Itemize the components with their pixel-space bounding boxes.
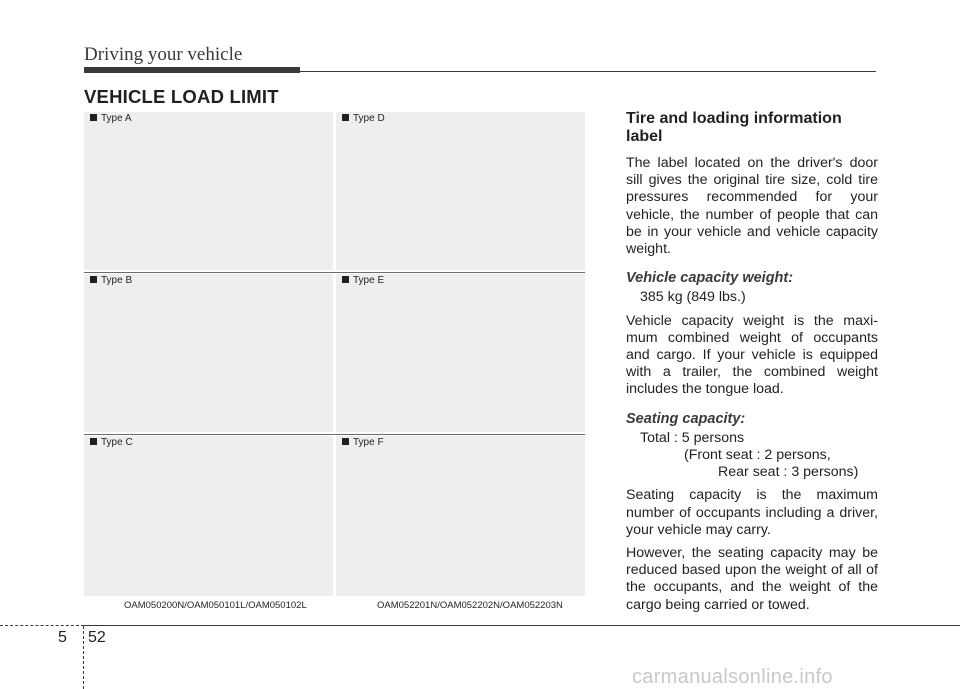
seating-paragraph: Seating capacity is the maximum number of occupants including a driver, your vehicle may carry. <box>626 487 878 538</box>
page-number: 52 <box>88 629 106 646</box>
bullet-square-icon <box>342 276 349 283</box>
image-panel-type-d <box>336 112 585 270</box>
image-panel-type-b <box>84 274 333 432</box>
seating-front: (Front seat : 2 persons, <box>684 447 831 464</box>
panel-label: Type B <box>101 275 133 286</box>
seating-capacity-heading: Seating capacity: <box>626 410 746 427</box>
header-bar <box>84 67 300 73</box>
seating-rear: Rear seat : 3 persons) <box>718 464 859 481</box>
image-panel-type-f <box>336 436 585 596</box>
chapter-number: 5 <box>58 629 67 646</box>
panel-label: Type D <box>353 113 385 124</box>
image-code-left: OAM050200N/OAM050101L/OAM050102L <box>124 600 307 611</box>
seating-paragraph-2: However, the seating capacity may be reduced based upon the weight of all of the occupants, and the weight of the cargo being carried or towed. <box>626 545 878 613</box>
panel-label: Type A <box>101 113 132 124</box>
image-code-right: OAM052201N/OAM052202N/OAM052203N <box>377 600 563 611</box>
panel-divider <box>84 434 585 435</box>
section-heading: Tire and loading information label <box>626 110 842 145</box>
panel-divider <box>84 272 585 273</box>
capacity-weight-value: 385 kg (849 lbs.) <box>640 289 746 306</box>
bullet-square-icon <box>90 114 97 121</box>
image-panel-type-e <box>336 274 585 432</box>
image-panel-type-c <box>84 436 333 596</box>
panel-label: Type E <box>353 275 385 286</box>
capacity-weight-heading: Vehicle capacity weight: <box>626 270 794 287</box>
image-panel-type-a <box>84 112 333 270</box>
bullet-square-icon <box>342 438 349 445</box>
footer-dashed-rule <box>0 625 84 626</box>
panel-label: Type C <box>101 437 133 448</box>
section-title: VEHICLE LOAD LIMIT <box>84 86 279 107</box>
watermark: carmanualsonline.info <box>632 666 833 688</box>
intro-paragraph: The label located on the driver's door sill gives the original tire size, cold tire pressures recommended for your vehicle, the number of people that can be in your vehicle and vehicle capacity weight. <box>626 155 878 258</box>
footer-rule <box>84 625 960 626</box>
seating-total: Total : 5 persons <box>640 429 745 446</box>
capacity-weight-paragraph: Vehicle capacity weight is the maxi-mum combined weight of occupants and cargo. If your vehicle is equipped with a trailer, the combined weight includes the tongue load. <box>626 312 878 398</box>
panel-label: Type F <box>353 437 384 448</box>
bullet-square-icon <box>90 276 97 283</box>
bullet-square-icon <box>342 114 349 121</box>
header-title: Driving your vehicle <box>84 44 243 65</box>
footer-vertical-rule <box>83 626 84 689</box>
bullet-square-icon <box>90 438 97 445</box>
text-column <box>626 110 878 620</box>
header-rule <box>300 71 876 72</box>
